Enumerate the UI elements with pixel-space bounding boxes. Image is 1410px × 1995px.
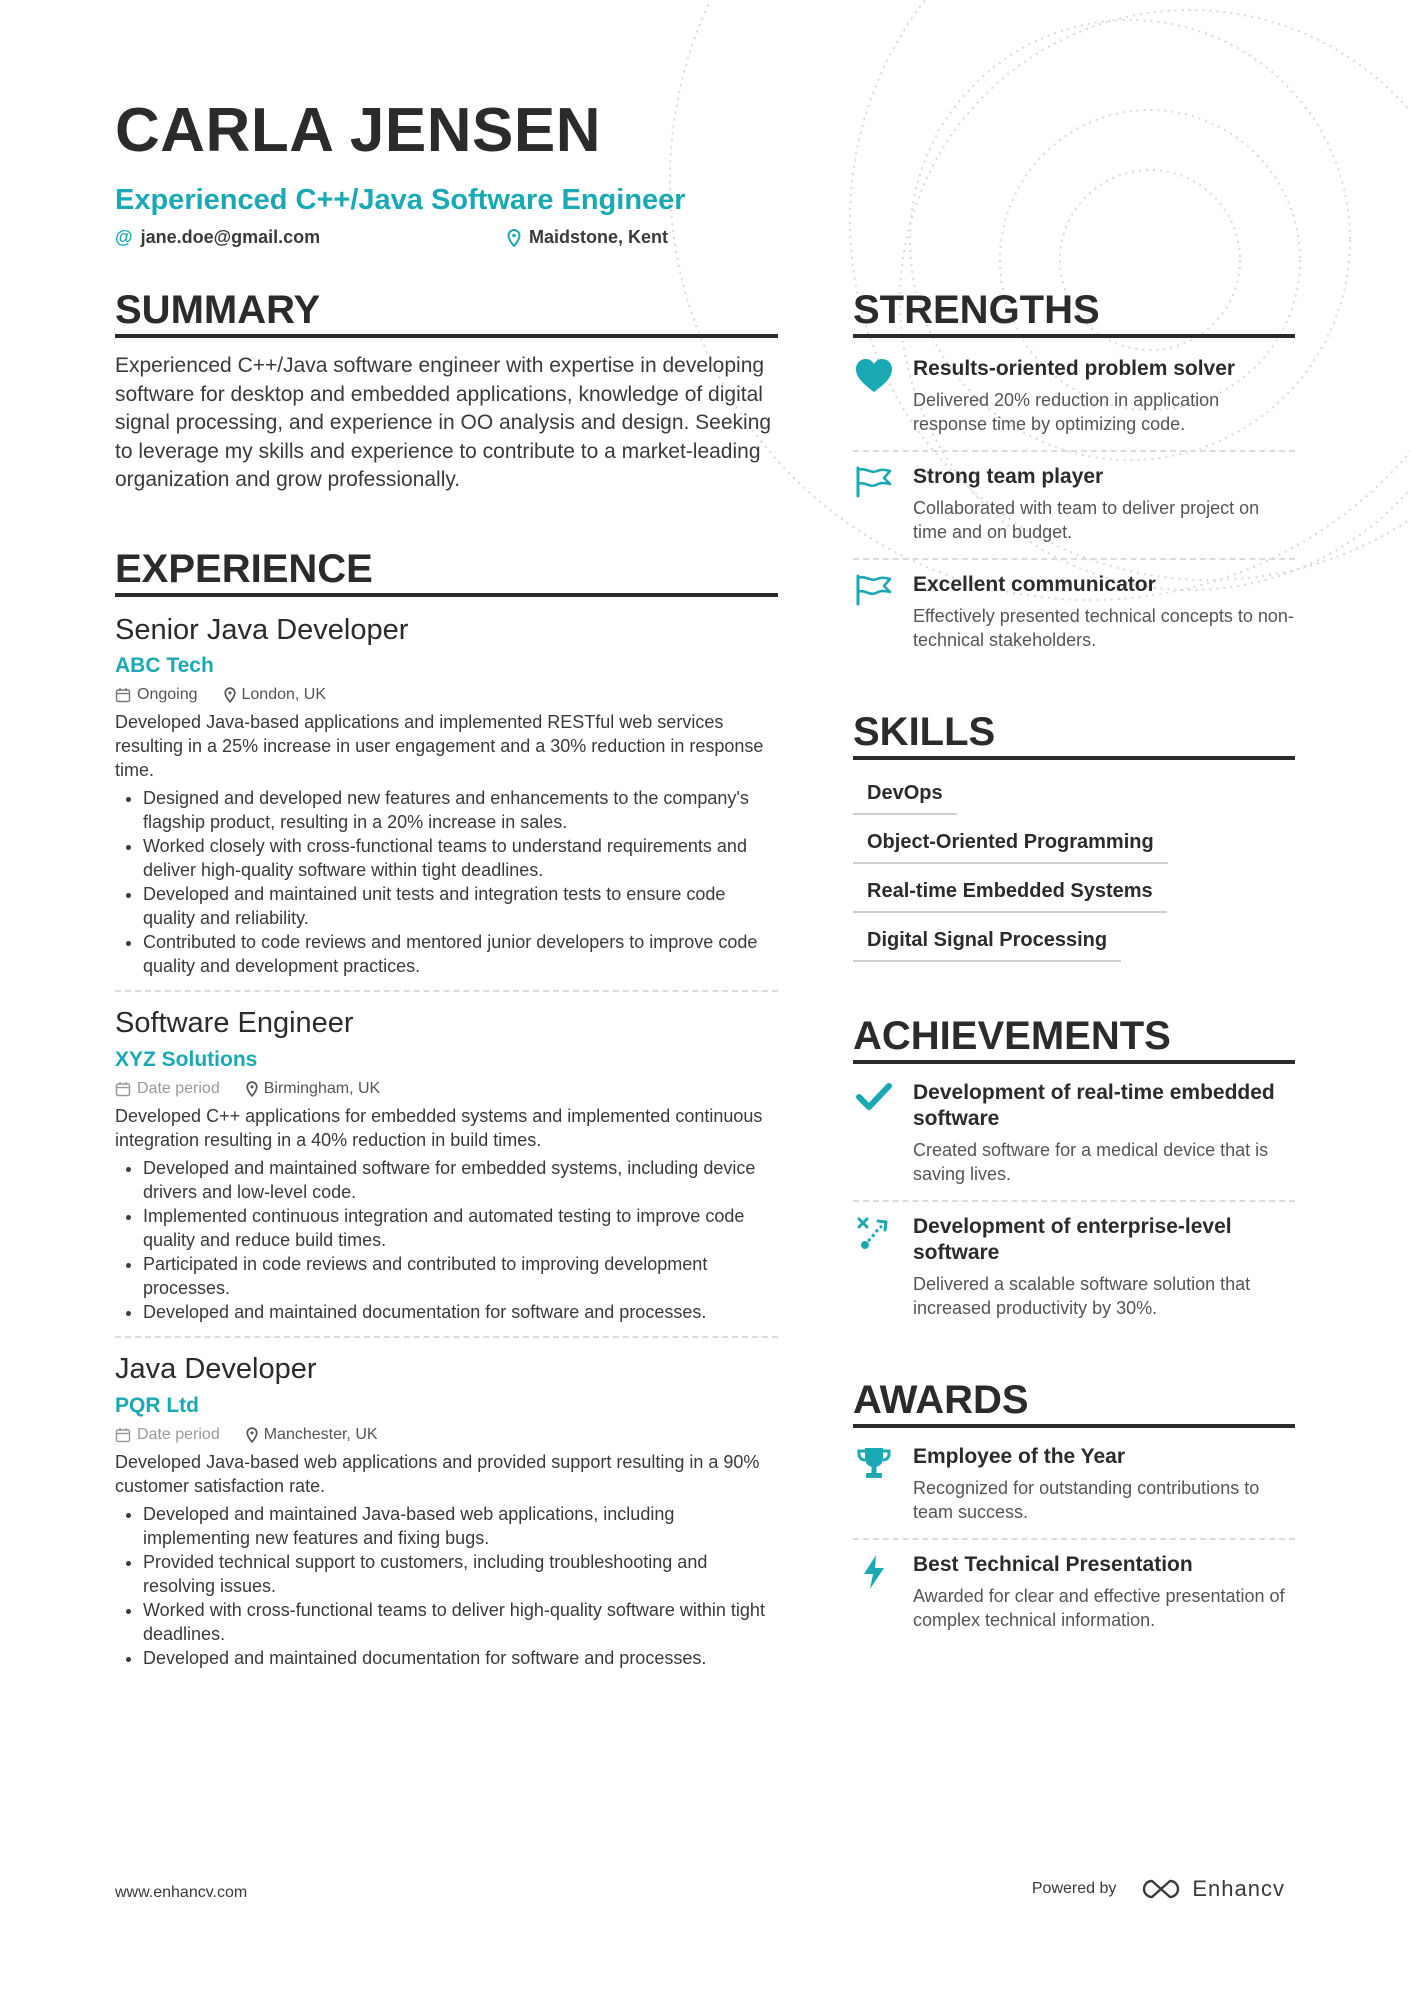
job-bullets	[115, 1156, 778, 1324]
job-bullet: • Developed and maintained documentation for software and processes.	[143, 1646, 778, 1670]
right-column	[853, 288, 1295, 1646]
job-bullet: • Designed and developed new features and enhancements to the company's flagship product, resulting in a 20% increase in sales.	[143, 786, 778, 834]
email-text: jane.doe@gmail.com	[140, 227, 321, 247]
job-date: Date period	[115, 1426, 220, 1444]
strength-title: Results-oriented problem solver	[913, 357, 1236, 380]
job-role: Software Engineer	[115, 1007, 354, 1040]
job-bullets	[115, 1502, 778, 1670]
location-pin-icon	[246, 1427, 258, 1443]
skill-tag: Object-Oriented Programming	[853, 823, 1168, 864]
job-bullet: • Contributed to code reviews and mentored junior developers to improve code quality and development practices.	[143, 930, 778, 978]
strength-description: Effectively presented technical concepts to non-technical stakeholders.	[913, 606, 1294, 650]
job-location: Manchester, UK	[246, 1426, 378, 1444]
strength-item	[853, 452, 1295, 560]
heart-icon	[853, 356, 895, 436]
strength-description: Collaborated with team to deliver project on time and on budget.	[913, 498, 1260, 542]
job-company: ABC Tech	[115, 654, 214, 678]
skills-heading: SKILLS	[853, 710, 1295, 760]
skill-tag: Real-time Embedded Systems	[853, 872, 1167, 913]
candidate-name: CARLA JENSEN	[115, 96, 601, 165]
location-text: Maidstone, Kent	[529, 227, 669, 247]
summary-heading: SUMMARY	[115, 288, 778, 338]
job-role: Java Developer	[115, 1353, 317, 1386]
experience-heading: EXPERIENCE	[115, 547, 778, 597]
lightning-icon	[853, 1552, 895, 1632]
job-entry	[115, 1008, 778, 1338]
trophy-icon	[853, 1444, 895, 1524]
skill-tag: Digital Signal Processing	[853, 921, 1121, 962]
skill-tag: DevOps	[853, 774, 957, 815]
award-item	[853, 1432, 1295, 1540]
job-bullet: • Worked closely with cross-functional teams to understand requirements and deliver high-quality software within tight deadlines.	[143, 834, 778, 882]
job-meta	[115, 1080, 778, 1098]
location-pin-icon	[246, 1081, 258, 1097]
achievement-description: Created software for a medical device that is saving lives.	[913, 1140, 1269, 1184]
job-bullet: • Implemented continuous integration and automated testing to improve code quality and reduce build times.	[143, 1204, 778, 1252]
job-company: PQR Ltd	[115, 1394, 199, 1418]
contact-info	[115, 227, 1295, 251]
location-pin-icon	[224, 687, 236, 703]
footer-website[interactable]: www.enhancv.com	[115, 1884, 248, 1901]
calendar-icon	[115, 1081, 131, 1097]
brand-name: Enhancv	[1192, 1876, 1285, 1901]
strengths-heading: STRENGTHS	[853, 288, 1295, 338]
job-description: Developed Java-based applications and implemented RESTful web services resulting in a 25% increase in user engagement and a 30% reduction in response time.	[115, 712, 764, 781]
job-bullet: • Developed and maintained software for embedded systems, including device drivers and low-level code.	[143, 1156, 778, 1204]
email-contact[interactable]	[115, 227, 320, 248]
enhancv-logo[interactable]	[1138, 1876, 1285, 1902]
job-meta	[115, 686, 778, 704]
achievement-title: Development of real-time embedded software	[913, 1081, 1275, 1130]
skills-list	[853, 774, 1295, 962]
job-company: XYZ Solutions	[115, 1048, 258, 1072]
strategy-icon	[853, 1214, 895, 1320]
award-item	[853, 1540, 1295, 1646]
job-meta	[115, 1426, 778, 1444]
strength-description: Delivered 20% reduction in application response time by optimizing code.	[913, 390, 1220, 434]
job-bullet: • Developed and maintained documentation for software and processes.	[143, 1300, 778, 1324]
divider	[115, 1336, 778, 1338]
achievement-item	[853, 1202, 1295, 1334]
divider	[115, 990, 778, 992]
enhancv-logo-icon	[1138, 1877, 1184, 1901]
location-contact	[507, 227, 668, 248]
award-description: Awarded for clear and effective presentation of complex technical information.	[913, 1586, 1285, 1630]
flag-icon	[853, 572, 895, 652]
job-bullet: • Developed and maintained unit tests and integration tests to ensure code quality and reliability.	[143, 882, 778, 930]
footer-branding	[1032, 1876, 1285, 1902]
job-role: Senior Java Developer	[115, 613, 409, 646]
achievement-item	[853, 1068, 1295, 1202]
job-entry	[115, 1354, 778, 1670]
award-title: Employee of the Year	[913, 1445, 1126, 1468]
achievement-title: Development of enterprise-level software	[913, 1215, 1232, 1264]
summary-text: Experienced C++/Java software engineer with expertise in developing software for desktop and embedded applications, knowledge of digital signal processing, and experience in OO analysis and design. Seeking to leverage my skills and experience to contribute to a market-leading organization and grow professionally.	[115, 354, 772, 491]
job-bullet: • Worked with cross-functional teams to deliver high-quality software within tight deadlines.	[143, 1598, 778, 1646]
award-description: Recognized for outstanding contributions to team success.	[913, 1478, 1260, 1522]
job-bullet: • Developed and maintained Java-based web applications, including implementing new features and fixing bugs.	[143, 1502, 778, 1550]
job-description: Developed C++ applications for embedded systems and implemented continuous integration resulting in a 40% reduction in build times.	[115, 1106, 763, 1151]
job-description: Developed Java-based web applications and provided support resulting in a 90% customer satisfaction rate.	[115, 1452, 760, 1497]
award-title: Best Technical Presentation	[913, 1553, 1193, 1576]
checkmark-icon	[853, 1080, 895, 1186]
calendar-icon	[115, 687, 131, 703]
job-bullet: • Provided technical support to customers, including troubleshooting and resolving issues.	[143, 1550, 778, 1598]
job-bullets	[115, 786, 778, 978]
awards-heading: AWARDS	[853, 1378, 1295, 1428]
at-icon: @	[115, 227, 133, 247]
job-date: Date period	[115, 1080, 220, 1098]
candidate-title: Experienced C++/Java Software Engineer	[115, 184, 686, 216]
calendar-icon	[115, 1427, 131, 1443]
location-pin-icon	[507, 229, 521, 247]
job-date: Ongoing	[115, 686, 198, 704]
strength-title: Excellent communicator	[913, 573, 1156, 596]
job-bullet: • Participated in code reviews and contributed to improving development processes.	[143, 1252, 778, 1300]
strength-title: Strong team player	[913, 465, 1104, 488]
flag-icon	[853, 464, 895, 544]
left-column	[115, 288, 778, 1670]
job-location: London, UK	[224, 686, 327, 704]
job-location: Birmingham, UK	[246, 1080, 380, 1098]
strength-item	[853, 344, 1295, 452]
strength-item	[853, 560, 1295, 666]
resume-header	[115, 96, 1295, 251]
achievements-heading: ACHIEVEMENTS	[853, 1014, 1295, 1064]
achievement-description: Delivered a scalable software solution that increased productivity by 30%.	[913, 1274, 1251, 1318]
powered-by-label: Powered by	[1031, 1880, 1117, 1897]
job-entry	[115, 615, 778, 993]
